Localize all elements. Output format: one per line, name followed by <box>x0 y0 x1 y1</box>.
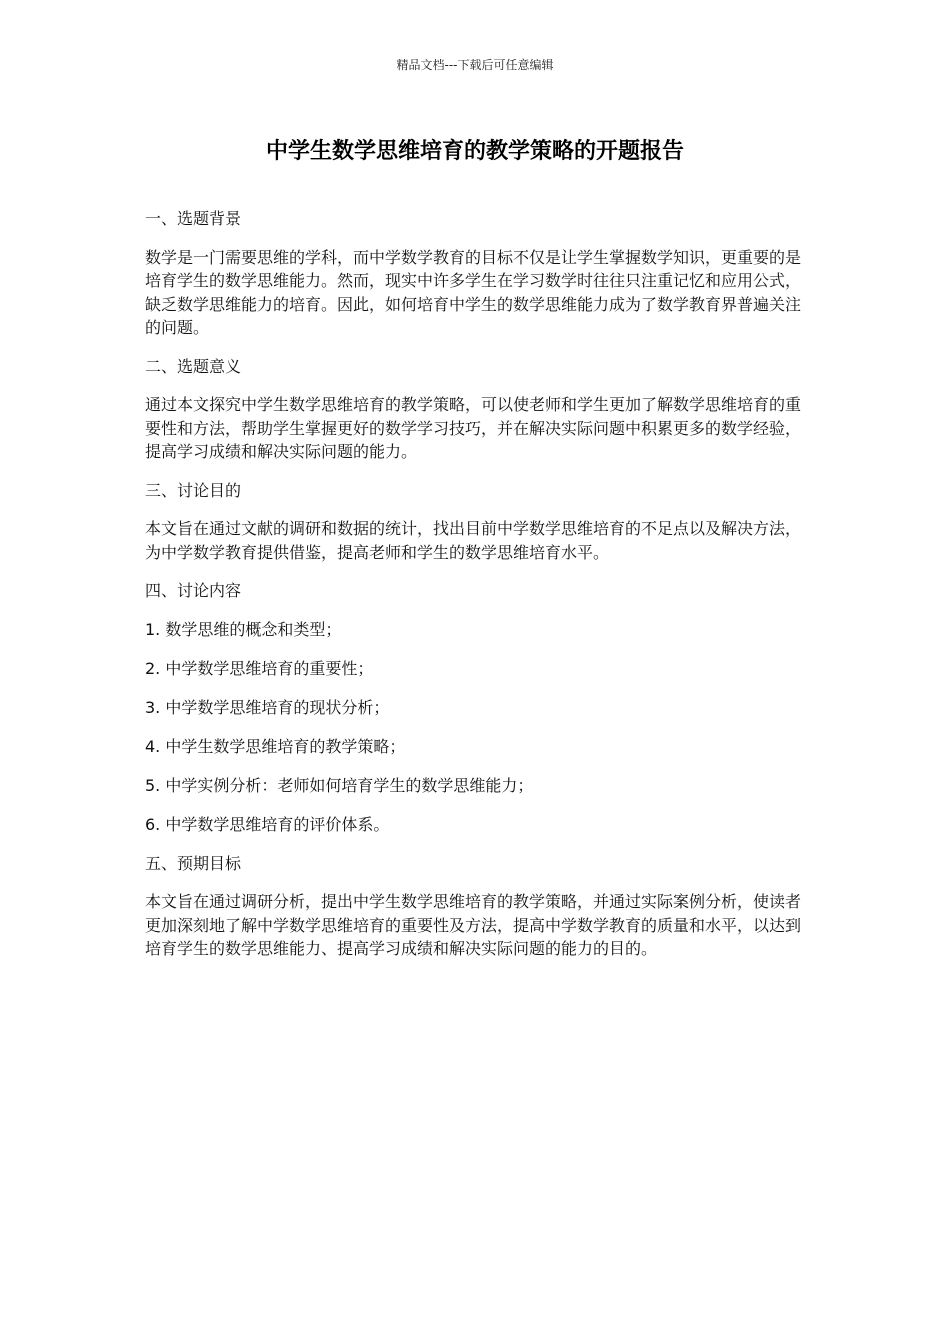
section-heading-purpose: 三、讨论目的 <box>145 480 242 500</box>
content-list-item: 1. 数学思维的概念和类型； <box>145 619 342 639</box>
content-list-item: 4. 中学生数学思维培育的教学策略； <box>145 736 406 756</box>
section-body-purpose: 本文旨在通过文献的调研和数据的统计，找出目前中学数学思维培育的不足点以及解决方法，为中学数学教育提供借鉴，提高老师和学生的数学思维培育水平。 <box>145 519 802 562</box>
section-body-significance: 通过本文探究中学生数学思维培育的教学策略，可以使老师和学生更加了解数学思维培育的重要性和方法，帮助学生掌握更好的数学学习技巧，并在解决实际问题中积累更多的数学经验，提高学习成绩和解决实际问题的能力。 <box>145 395 802 461</box>
document-body <box>145 207 805 976</box>
section-body-goals: 本文旨在通过调研分析，提出中学生数学思维培育的教学策略，并通过实际案例分析，使读者更加深刻地了解中学数学思维培育的重要性及方法，提高中学数学教育的质量和水平，以达到培育学生的数学思维能力、提高学习成绩和解决实际问题的能力的目的。 <box>145 892 802 958</box>
section-heading-significance: 二、选题意义 <box>145 356 242 376</box>
document-title: 中学生数学思维培育的教学策略的开题报告 <box>265 139 684 164</box>
header-note: 精品文档---下载后可任意编辑 <box>396 58 554 72</box>
content-list-item: 6. 中学数学思维培育的评价体系。 <box>145 814 390 834</box>
content-list-item: 3. 中学数学思维培育的现状分析； <box>145 697 390 717</box>
section-heading-content: 四、讨论内容 <box>145 581 242 600</box>
section-body-background: 数学是一门需要思维的学科，而中学数学教育的目标不仅是让学生掌握数学知识，更重要的是培育学生的数学思维能力。然而，现实中许多学生在学习数学时往往只注重记忆和应用公式，缺乏数学思维能力的培育。因此，如何培育中学生的数学思维能力成为了数学教育界普遍关注的问题。 <box>145 247 802 337</box>
content-list-item: 2. 中学数学思维培育的重要性； <box>145 658 374 678</box>
content-list-item: 5. 中学实例分析：老师如何培育学生的数学思维能力； <box>145 775 534 795</box>
section-heading-goals: 五、预期目标 <box>145 853 242 873</box>
section-heading-background: 一、选题背景 <box>145 209 242 228</box>
